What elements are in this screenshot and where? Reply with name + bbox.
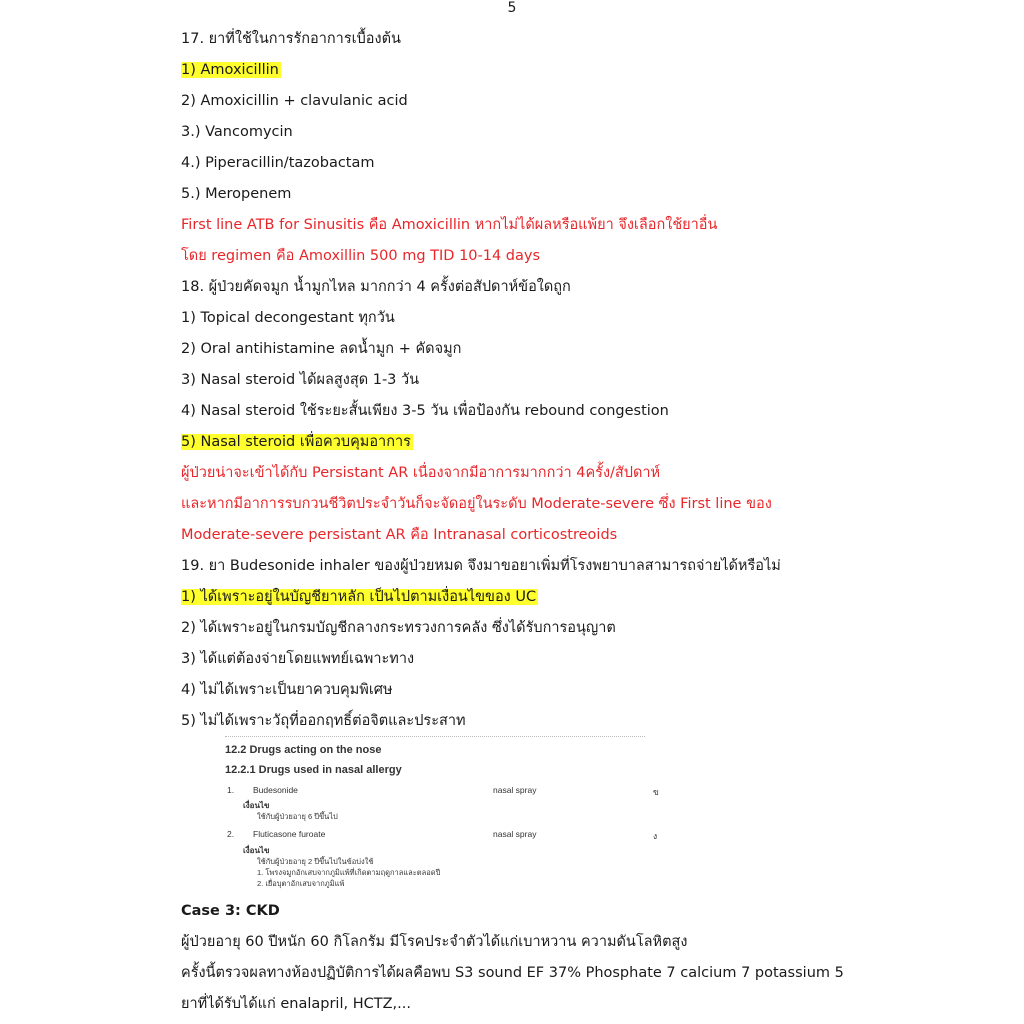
answer-option: 3.) Vancomycin [181, 124, 293, 140]
explanation-line: และหากมีอาการรบกวนชีวิตประจำวันก็จะจัดอยู่ในระดับ Moderate-severe ซึ่ง First line ของ [181, 496, 772, 512]
answer-option: 4.) Piperacillin/tazobactam [181, 155, 375, 171]
case-line: ครั้งนี้ตรวจผลทางห้องปฏิบัติการได้ผลคือพบ S3 sound EF 37% Phosphate 7 calcium 7 potassium 5 [181, 965, 844, 981]
explanation-line: โดย regimen คือ Amoxillin 500 mg TID 10-14 days [181, 248, 541, 264]
answer-option: 2) Oral antihistamine ลดน้ำมูก + คัดจมูก [181, 341, 462, 357]
question-text: 19. ยา Budesonide inhaler ของผู้ป่วยหมด จึงมาขอยาเพิ่มที่โรงพยาบาลสามารถจ่ายได้หรือไม่ [181, 558, 781, 574]
excerpt-condition-line: 2. เยื่อบุตาอักเสบจากภูมิแพ้ [257, 879, 345, 888]
highlighted-answer: 5) Nasal steroid เพื่อควบคุมอาการ [181, 434, 411, 450]
answer-option: 4) ไม่ได้เพราะเป็นยาควบคุมพิเศษ [181, 682, 393, 698]
excerpt-drug-form: nasal spray [493, 785, 537, 795]
excerpt-condition-line: 1. โพรงจมูกอักเสบจากภูมิแพ้ที่เกิดตามฤดูกาลและตลอดปี [257, 868, 441, 877]
excerpt-drug-category: ง [653, 831, 658, 841]
answer-option: 5) ไม่ได้เพราะวัถุที่ออกฤทธิ์ต่อจิตและประสาท [181, 713, 466, 729]
highlighted-answer: 1) ได้เพราะอยู่ในบัญชียาหลัก เป็นไปตามเงื่อนไขของ UC [181, 589, 537, 605]
excerpt-item-number: 1. [227, 785, 235, 795]
drug-list-excerpt [225, 738, 665, 888]
answer-option: 4) Nasal steroid ใช้ระยะสั้นเพียง 3-5 วัน เพื่อป้องกัน rebound congestion [181, 403, 669, 419]
excerpt-condition-label: เงื่อนไข [243, 846, 270, 855]
excerpt-condition-line: ใช้กับผู้ป่วยอายุ 6 ปีขึ้นไป [257, 812, 338, 821]
answer-option-correct [181, 586, 538, 608]
explanation-line: Moderate-severe persistant AR คือ Intranasal corticostreoids [181, 527, 618, 543]
answer-option: 3) ได้แต่ต้องจ่ายโดยแพทย์เฉพาะทาง [181, 651, 415, 667]
excerpt-condition-label: เงื่อนไข [243, 801, 270, 810]
question-text: 18. ผู้ป่วยคัดจมูก น้ำมูกไหล มากกว่า 4 ครั้งต่อสัปดาห์ข้อใดถูก [181, 279, 571, 295]
excerpt-condition-line: ใช้กับผู้ป่วยอายุ 2 ปีขึ้นไปในข้อบ่งใช้ [257, 857, 374, 866]
highlighted-answer: 1) Amoxicillin [181, 62, 279, 78]
case-line: ยาที่ได้รับได้แก่ enalapril, HCTZ,... [181, 996, 411, 1012]
answer-option-correct [181, 59, 281, 81]
case-title: Case 3: CKD [181, 903, 280, 919]
answer-option-correct [181, 431, 413, 453]
answer-option: 2) ได้เพราะอยู่ในกรมบัญชีกลางกระทรวงการคลัง ซึ่งได้รับการอนุญาต [181, 620, 616, 636]
answer-option: 5.) Meropenem [181, 186, 292, 202]
excerpt-drug-form: nasal spray [493, 829, 537, 839]
question-text: 17. ยาที่ใช้ในการรักอาการเบื้องต้น [181, 31, 401, 47]
case-line: ผู้ป่วยอายุ 60 ปีหนัก 60 กิโลกรัม มีโรคประจำตัวได้แก่เบาหวาน ความดันโลหิตสูง [181, 934, 688, 950]
page-number: 5 [507, 0, 517, 16]
excerpt-subheading: 12.2.1 Drugs used in nasal allergy [225, 764, 402, 776]
excerpt-drug-name: Fluticasone furoate [253, 829, 326, 839]
excerpt-drug-name: Budesonide [253, 785, 298, 795]
answer-option: 3) Nasal steroid ได้ผลสูงสุด 1-3 วัน [181, 372, 420, 388]
excerpt-item-number: 2. [227, 829, 235, 839]
answer-option: 1) Topical decongestant ทุกวัน [181, 310, 395, 326]
answer-option: 2) Amoxicillin + clavulanic acid [181, 93, 408, 109]
excerpt-drug-category: ข [653, 787, 659, 797]
explanation-line: First line ATB for Sinusitis คือ Amoxicillin หากไม่ได้ผลหรือแพ้ยา จึงเลือกใช้ยาอื่น [181, 217, 718, 233]
excerpt-heading: 12.2 Drugs acting on the nose [225, 744, 382, 756]
explanation-line: ผู้ป่วยน่าจะเข้าได้กับ Persistant AR เนื่องจากมีอาการมากกว่า 4ครั้ง/สัปดาห์ [181, 465, 661, 481]
